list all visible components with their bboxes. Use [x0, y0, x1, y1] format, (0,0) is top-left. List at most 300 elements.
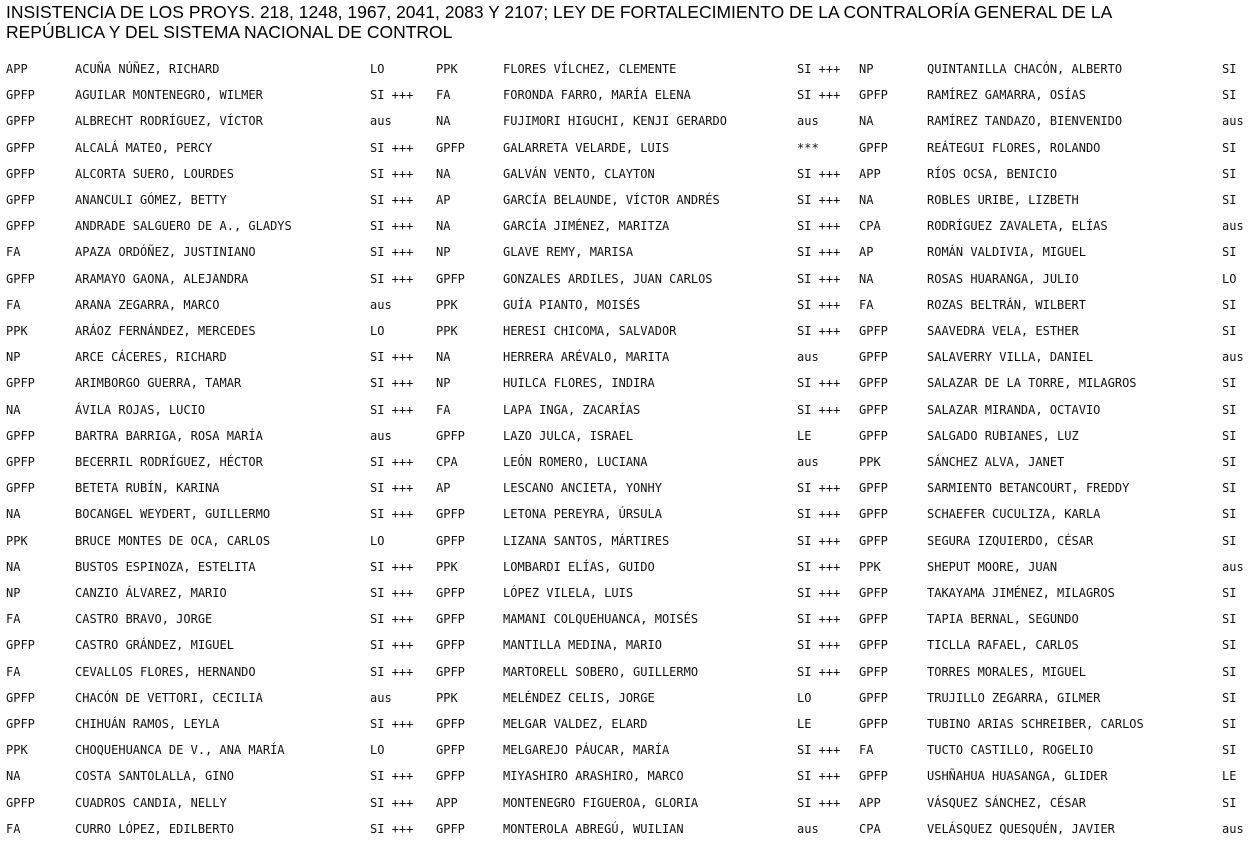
member-name-cell: ANDRADE SALGUERO DE A., GLADYS [75, 219, 292, 234]
vote-cell: SI [1222, 166, 1237, 181]
party-cell: AP [436, 193, 451, 207]
party-cell: GPFP [436, 821, 465, 836]
party-cell: GPFP [6, 376, 35, 391]
party-cell: PPK [6, 743, 28, 758]
vote-cell: LO [370, 533, 385, 548]
member-name-cell: USHÑAHUA HUASANGA, GLIDER [927, 769, 1108, 784]
party-cell: GPFP [6, 717, 35, 731]
party-cell: GPFP [6, 481, 35, 496]
party-cell: FA [6, 245, 21, 260]
vote-cell: SI [1222, 533, 1237, 548]
vote-cell: SI +++ [370, 638, 414, 653]
party-cell: GPFP [859, 717, 888, 731]
member-name-cell: FUJIMORI HIGUCHI, KENJI GERARDO [503, 114, 727, 129]
party-cell: APP [859, 166, 881, 181]
party-cell: FA [436, 402, 451, 417]
member-name-cell: SCHAEFER CUCULIZA, KARLA [927, 507, 1101, 522]
vote-cell: SI [1222, 690, 1237, 705]
vote-cell: LE [797, 717, 812, 731]
party-cell: GPFP [6, 455, 35, 469]
party-cell: GPFP [859, 481, 888, 496]
vote-cell: SI +++ [797, 612, 841, 627]
member-name-cell: SALGADO RUBIANES, LUZ [927, 428, 1079, 443]
vote-cell: SI +++ [797, 271, 841, 286]
party-cell: GPFP [859, 507, 888, 522]
vote-cell: SI [1222, 586, 1237, 600]
member-name-cell: BOCANGEL WEYDERT, GUILLERMO [75, 507, 271, 522]
vote-cell: SI +++ [370, 271, 414, 286]
vote-cell: aus [370, 297, 392, 312]
member-name-cell: LOMBARDI ELÍAS, GUIDO [503, 559, 655, 574]
party-cell: GPFP [6, 193, 35, 207]
vote-cell: LO [370, 324, 385, 338]
title-line-1: INSISTENCIA DE LOS PROYS. 218, 1248, 1967, 2041, 2083 Y 2107; LEY DE FORTALECIMIENTO DE LA CONTRALORÍA GENERAL DE LA [6, 2, 1113, 22]
party-cell: GPFP [436, 271, 465, 286]
party-cell: GPFP [859, 376, 888, 391]
table-row [0, 665, 1250, 691]
member-name-cell: LESCANO ANCIETA, YONHY [503, 481, 662, 496]
party-cell: GPFP [436, 638, 465, 653]
party-cell: GPFP [859, 612, 888, 627]
member-name-cell: SEGURA IZQUIERDO, CÉSAR [927, 533, 1094, 548]
table-row [0, 586, 1250, 612]
member-name-cell: GUÍA PIANTO, MOISÉS [503, 297, 641, 312]
table-row [0, 638, 1250, 664]
party-cell: PPK [6, 533, 28, 548]
member-name-cell: MONTEROLA ABREGÚ, WUILIAN [503, 821, 684, 836]
vote-cell: SI +++ [370, 402, 414, 417]
vote-cell: SI +++ [797, 245, 841, 260]
party-cell: GPFP [859, 533, 888, 548]
vote-cell: SI +++ [797, 62, 841, 76]
member-name-cell: GONZALES ARDILES, JUAN CARLOS [503, 271, 713, 286]
vote-cell: LO [370, 743, 385, 758]
party-cell: GPFP [6, 271, 35, 286]
party-cell: GPFP [6, 638, 35, 653]
member-name-cell: ANANCULI GÓMEZ, BETTY [75, 193, 227, 207]
member-name-cell: ACUÑA NÚÑEZ, RICHARD [75, 62, 220, 76]
vote-cell: SI [1222, 193, 1237, 207]
table-row [0, 507, 1250, 533]
vote-cell: SI +++ [797, 297, 841, 312]
member-name-cell: SALAZAR DE LA TORRE, MILAGROS [927, 376, 1137, 391]
member-name-cell: TUCTO CASTILLO, ROGELIO [927, 743, 1094, 758]
party-cell: PPK [436, 62, 458, 76]
party-cell: NP [6, 350, 21, 365]
vote-cell: SI +++ [370, 717, 414, 731]
member-name-cell: ROSAS HUARANGA, JULIO [927, 271, 1079, 286]
member-name-cell: ROMÁN VALDIVIA, MIGUEL [927, 245, 1086, 260]
party-cell: NA [6, 559, 21, 574]
member-name-cell: ALBRECHT RODRÍGUEZ, VÍCTOR [75, 114, 263, 129]
table-row [0, 219, 1250, 245]
vote-cell: aus [797, 350, 819, 365]
member-name-cell: SÁNCHEZ ALVA, JANET [927, 455, 1065, 469]
document-title [6, 2, 1250, 42]
member-name-cell: ARAMAYO GAONA, ALEJANDRA [75, 271, 249, 286]
member-name-cell: CANZIO ÁLVAREZ, MARIO [75, 586, 227, 600]
table-row [0, 612, 1250, 638]
member-name-cell: GLAVE REMY, MARISA [503, 245, 634, 260]
vote-cell: SI +++ [370, 612, 414, 627]
member-name-cell: HERESI CHICOMA, SALVADOR [503, 324, 677, 338]
vote-cell: LO [1222, 271, 1237, 286]
member-name-cell: CHIHUÁN RAMOS, LEYLA [75, 717, 220, 731]
member-name-cell: AGUILAR MONTENEGRO, WILMER [75, 88, 263, 103]
table-row [0, 822, 1250, 848]
party-cell: GPFP [859, 664, 888, 679]
vote-cell: SI +++ [797, 638, 841, 653]
party-cell: GPFP [6, 166, 35, 181]
member-name-cell: COSTA SANTOLALLA, GINO [75, 769, 234, 784]
member-name-cell: BECERRIL RODRÍGUEZ, HÉCTOR [75, 455, 263, 469]
member-name-cell: BUSTOS ESPINOZA, ESTELITA [75, 559, 256, 574]
member-name-cell: CEVALLOS FLORES, HERNANDO [75, 664, 256, 679]
vote-cell: SI +++ [797, 664, 841, 679]
member-name-cell: MELGAR VALDEZ, ELARD [503, 717, 648, 731]
vote-cell: SI [1222, 62, 1237, 76]
vote-cell: SI [1222, 324, 1237, 338]
vote-cell: SI +++ [370, 219, 414, 234]
member-name-cell: VÁSQUEZ SÁNCHEZ, CÉSAR [927, 795, 1086, 810]
vote-cell: SI +++ [797, 324, 841, 338]
vote-cell: aus [797, 114, 819, 129]
party-cell: PPK [859, 455, 881, 469]
vote-cell: aus [1222, 821, 1244, 836]
vote-cell: SI +++ [797, 166, 841, 181]
vote-cell: SI [1222, 795, 1237, 810]
party-cell: GPFP [859, 638, 888, 653]
member-name-cell: RODRÍGUEZ ZAVALETA, ELÍAS [927, 219, 1108, 234]
member-name-cell: RAMÍREZ GAMARRA, OSÍAS [927, 88, 1086, 103]
party-cell: GPFP [436, 612, 465, 627]
member-name-cell: TICLLA RAFAEL, CARLOS [927, 638, 1079, 653]
member-name-cell: BARTRA BARRIGA, ROSA MARÍA [75, 428, 263, 443]
vote-cell: SI +++ [370, 245, 414, 260]
vote-cell: aus [1222, 350, 1244, 365]
member-name-cell: TORRES MORALES, MIGUEL [927, 664, 1086, 679]
member-name-cell: ÁVILA ROJAS, LUCIO [75, 402, 206, 417]
vote-cell: aus [1222, 219, 1244, 234]
member-name-cell: SALAVERRY VILLA, DANIEL [927, 350, 1094, 365]
table-row [0, 298, 1250, 324]
table-row [0, 481, 1250, 507]
party-cell: NP [436, 376, 451, 391]
party-cell: GPFP [436, 769, 465, 784]
member-name-cell: MELÉNDEZ CELIS, JORGE [503, 690, 655, 705]
vote-cell: SI [1222, 455, 1237, 469]
party-cell: GPFP [859, 140, 888, 155]
party-cell: GPFP [436, 664, 465, 679]
member-name-cell: ARANA ZEGARRA, MARCO [75, 297, 220, 312]
member-name-cell: CHACÓN DE VETTORI, CECILIA [75, 690, 263, 705]
vote-cell: SI +++ [370, 166, 414, 181]
vote-cell: SI +++ [370, 140, 414, 155]
member-name-cell: ARIMBORGO GUERRA, TAMAR [75, 376, 242, 391]
party-cell: NA [436, 219, 451, 234]
member-name-cell: CASTRO GRÁNDEZ, MIGUEL [75, 638, 234, 653]
party-cell: PPK [436, 559, 458, 574]
member-name-cell: MONTENEGRO FIGUEROA, GLORIA [503, 795, 699, 810]
member-name-cell: RÍOS OCSA, BENICIO [927, 166, 1058, 181]
table-row [0, 691, 1250, 717]
member-name-cell: LIZANA SANTOS, MÁRTIRES [503, 533, 670, 548]
party-cell: GPFP [859, 690, 888, 705]
party-cell: NA [6, 507, 21, 522]
member-name-cell: HERRERA ARÉVALO, MARITA [503, 350, 670, 365]
party-cell: GPFP [6, 690, 35, 705]
party-cell: NP [6, 586, 21, 600]
table-row [0, 245, 1250, 271]
member-name-cell: ROBLES URIBE, LIZBETH [927, 193, 1079, 207]
member-name-cell: APAZA ORDÓÑEZ, JUSTINIANO [75, 245, 256, 260]
party-cell: NP [436, 245, 451, 260]
vote-cell: *** [797, 140, 819, 155]
vote-cell: SI +++ [797, 219, 841, 234]
party-cell: GPFP [436, 533, 465, 548]
vote-cell: SI +++ [370, 350, 414, 365]
title-line-2: REPÚBLICA Y DEL SISTEMA NACIONAL DE CONTROL [6, 22, 453, 42]
table-row [0, 193, 1250, 219]
member-name-cell: SAAVEDRA VELA, ESTHER [927, 324, 1079, 338]
party-cell: NA [859, 271, 874, 286]
vote-cell: SI [1222, 402, 1237, 417]
vote-cell: SI +++ [797, 743, 841, 758]
vote-cell: SI +++ [797, 586, 841, 600]
party-cell: FA [6, 664, 21, 679]
member-name-cell: REÁTEGUI FLORES, ROLANDO [927, 140, 1101, 155]
member-name-cell: RAMÍREZ TANDAZO, BIENVENIDO [927, 114, 1123, 129]
member-name-cell: CUADROS CANDIA, NELLY [75, 795, 227, 810]
table-row [0, 455, 1250, 481]
table-row [0, 717, 1250, 743]
table-row [0, 141, 1250, 167]
member-name-cell: LETONA PEREYRA, ÚRSULA [503, 507, 662, 522]
party-cell: CPA [859, 821, 881, 836]
vote-cell: SI +++ [797, 193, 841, 207]
table-row [0, 376, 1250, 402]
party-cell: NP [859, 62, 874, 76]
vote-cell: SI [1222, 717, 1237, 731]
vote-cell: SI [1222, 507, 1237, 522]
vote-cell: SI +++ [370, 376, 414, 391]
vote-cell: SI +++ [797, 559, 841, 574]
party-cell: APP [859, 795, 881, 810]
vote-cell: SI +++ [370, 769, 414, 784]
party-cell: AP [859, 245, 874, 260]
vote-cell: aus [370, 690, 392, 705]
member-name-cell: TUBINO ARIAS SCHREIBER, CARLOS [927, 717, 1144, 731]
member-name-cell: CURRO LÓPEZ, EDILBERTO [75, 821, 234, 836]
party-cell: NA [6, 769, 21, 784]
member-name-cell: FORONDA FARRO, MARÍA ELENA [503, 88, 691, 103]
vote-cell: SI [1222, 245, 1237, 260]
party-cell: GPFP [6, 114, 35, 129]
table-row [0, 743, 1250, 769]
member-name-cell: MARTORELL SOBERO, GUILLERMO [503, 664, 699, 679]
member-name-cell: ROZAS BELTRÁN, WILBERT [927, 297, 1086, 312]
party-cell: CPA [859, 219, 881, 234]
party-cell: GPFP [859, 88, 888, 103]
party-cell: GPFP [6, 88, 35, 103]
member-name-cell: ARCE CÁCERES, RICHARD [75, 350, 227, 365]
member-name-cell: ARÁOZ FERNÁNDEZ, MERCEDES [75, 324, 256, 338]
table-row [0, 272, 1250, 298]
party-cell: GPFP [436, 743, 465, 758]
vote-cell: SI +++ [797, 795, 841, 810]
party-cell: NA [436, 114, 451, 129]
member-name-cell: BRUCE MONTES DE OCA, CARLOS [75, 533, 271, 548]
member-name-cell: SHEPUT MOORE, JUAN [927, 559, 1058, 574]
vote-cell: SI [1222, 88, 1237, 103]
party-cell: NA [859, 193, 874, 207]
table-row [0, 769, 1250, 795]
vote-cell: aus [370, 428, 392, 443]
vote-cell: SI [1222, 140, 1237, 155]
party-cell: GPFP [6, 428, 35, 443]
member-name-cell: LEÓN ROMERO, LUCIANA [503, 455, 648, 469]
party-cell: FA [6, 821, 21, 836]
vote-cell: SI [1222, 428, 1237, 443]
party-cell: AP [436, 481, 451, 496]
party-cell: PPK [859, 559, 881, 574]
vote-cell: SI [1222, 612, 1237, 627]
party-cell: GPFP [436, 507, 465, 522]
party-cell: GPFP [859, 324, 888, 338]
member-name-cell: ALCALÁ MATEO, PERCY [75, 140, 213, 155]
party-cell: FA [6, 297, 21, 312]
member-name-cell: MELGAREJO PÁUCAR, MARÍA [503, 743, 670, 758]
vote-cell: SI +++ [370, 455, 414, 469]
party-cell: FA [6, 612, 21, 627]
vote-cell: SI +++ [797, 88, 841, 103]
member-name-cell: FLORES VÍLCHEZ, CLEMENTE [503, 62, 677, 76]
vote-cell: SI [1222, 297, 1237, 312]
member-name-cell: TAKAYAMA JIMÉNEZ, MILAGROS [927, 586, 1115, 600]
party-cell: GPFP [859, 428, 888, 443]
vote-cell: LE [1222, 769, 1237, 784]
member-name-cell: TRUJILLO ZEGARRA, GILMER [927, 690, 1101, 705]
table-row [0, 403, 1250, 429]
vote-cell: LE [797, 428, 812, 443]
party-cell: GPFP [859, 586, 888, 600]
party-cell: GPFP [859, 350, 888, 365]
vote-cell: aus [797, 821, 819, 836]
party-cell: GPFP [436, 717, 465, 731]
member-name-cell: QUINTANILLA CHACÓN, ALBERTO [927, 62, 1123, 76]
party-cell: NA [436, 166, 451, 181]
vote-cell: SI +++ [370, 795, 414, 810]
party-cell: FA [859, 297, 874, 312]
vote-cell: aus [370, 114, 392, 129]
vote-cell: SI [1222, 638, 1237, 653]
table-row [0, 796, 1250, 822]
member-name-cell: LAZO JULCA, ISRAEL [503, 428, 634, 443]
vote-cell: aus [1222, 559, 1244, 574]
party-cell: NA [6, 402, 21, 417]
vote-cell: SI +++ [797, 769, 841, 784]
party-cell: NA [436, 350, 451, 365]
vote-cell: aus [797, 455, 819, 469]
member-name-cell: VELÁSQUEZ QUESQUÉN, JAVIER [927, 821, 1115, 836]
party-cell: FA [859, 743, 874, 758]
table-row [0, 534, 1250, 560]
vote-cell: LO [370, 62, 385, 76]
vote-cell: SI +++ [370, 821, 414, 836]
vote-cell: SI [1222, 376, 1237, 391]
table-row [0, 429, 1250, 455]
party-cell: FA [436, 88, 451, 103]
member-name-cell: SARMIENTO BETANCOURT, FREDDY [927, 481, 1130, 496]
member-name-cell: MANTILLA MEDINA, MARIO [503, 638, 662, 653]
table-row [0, 88, 1250, 114]
party-cell: PPK [436, 690, 458, 705]
member-name-cell: SALAZAR MIRANDA, OCTAVIO [927, 402, 1101, 417]
party-cell: NA [859, 114, 874, 129]
vote-cell: SI +++ [370, 507, 414, 522]
vote-cell: SI +++ [797, 533, 841, 548]
vote-cell: SI [1222, 481, 1237, 496]
vote-cell: LO [797, 690, 812, 705]
member-name-cell: HUILCA FLORES, INDIRA [503, 376, 655, 391]
vote-cell: SI +++ [797, 376, 841, 391]
party-cell: GPFP [859, 769, 888, 784]
member-name-cell: GALARRETA VELARDE, LUIS [503, 140, 670, 155]
party-cell: CPA [436, 455, 458, 469]
vote-cell: SI +++ [797, 507, 841, 522]
member-name-cell: MIYASHIRO ARASHIRO, MARCO [503, 769, 684, 784]
party-cell: GPFP [859, 402, 888, 417]
member-name-cell: CASTRO BRAVO, JORGE [75, 612, 213, 627]
party-cell: GPFP [436, 586, 465, 600]
party-cell: GPFP [436, 140, 465, 155]
vote-cell: SI [1222, 743, 1237, 758]
vote-cell: SI +++ [370, 586, 414, 600]
party-cell: GPFP [436, 428, 465, 443]
vote-cell: SI +++ [370, 193, 414, 207]
table-row [0, 324, 1250, 350]
party-cell: PPK [436, 297, 458, 312]
member-name-cell: GALVÁN VENTO, CLAYTON [503, 166, 655, 181]
vote-cell: SI +++ [797, 402, 841, 417]
member-name-cell: TAPIA BERNAL, SEGUNDO [927, 612, 1079, 627]
member-name-cell: CHOQUEHUANCA DE V., ANA MARÍA [75, 743, 285, 758]
party-cell: APP [436, 795, 458, 810]
party-cell: PPK [436, 324, 458, 338]
table-row [0, 167, 1250, 193]
party-cell: APP [6, 62, 28, 76]
vote-cell: aus [1222, 114, 1244, 129]
vote-cell: SI +++ [370, 664, 414, 679]
member-name-cell: GARCÍA BELAUNDE, VÍCTOR ANDRÉS [503, 193, 720, 207]
member-name-cell: LÓPEZ VILELA, LUIS [503, 586, 634, 600]
party-cell: GPFP [6, 140, 35, 155]
vote-cell: SI +++ [797, 481, 841, 496]
member-name-cell: BETETA RUBÍN, KARINA [75, 481, 220, 496]
member-name-cell: MAMANI COLQUEHUANCA, MOISÉS [503, 612, 699, 627]
member-name-cell: GARCÍA JIMÉNEZ, MARITZA [503, 219, 670, 234]
table-row [0, 350, 1250, 376]
member-name-cell: ALCORTA SUERO, LOURDES [75, 166, 234, 181]
party-cell: GPFP [6, 795, 35, 810]
party-cell: PPK [6, 324, 28, 338]
party-cell: GPFP [6, 219, 35, 234]
vote-cell: SI +++ [370, 559, 414, 574]
member-name-cell: LAPA INGA, ZACARÍAS [503, 402, 641, 417]
table-row [0, 114, 1250, 140]
vote-cell: SI +++ [370, 88, 414, 103]
vote-cell: SI +++ [370, 481, 414, 496]
